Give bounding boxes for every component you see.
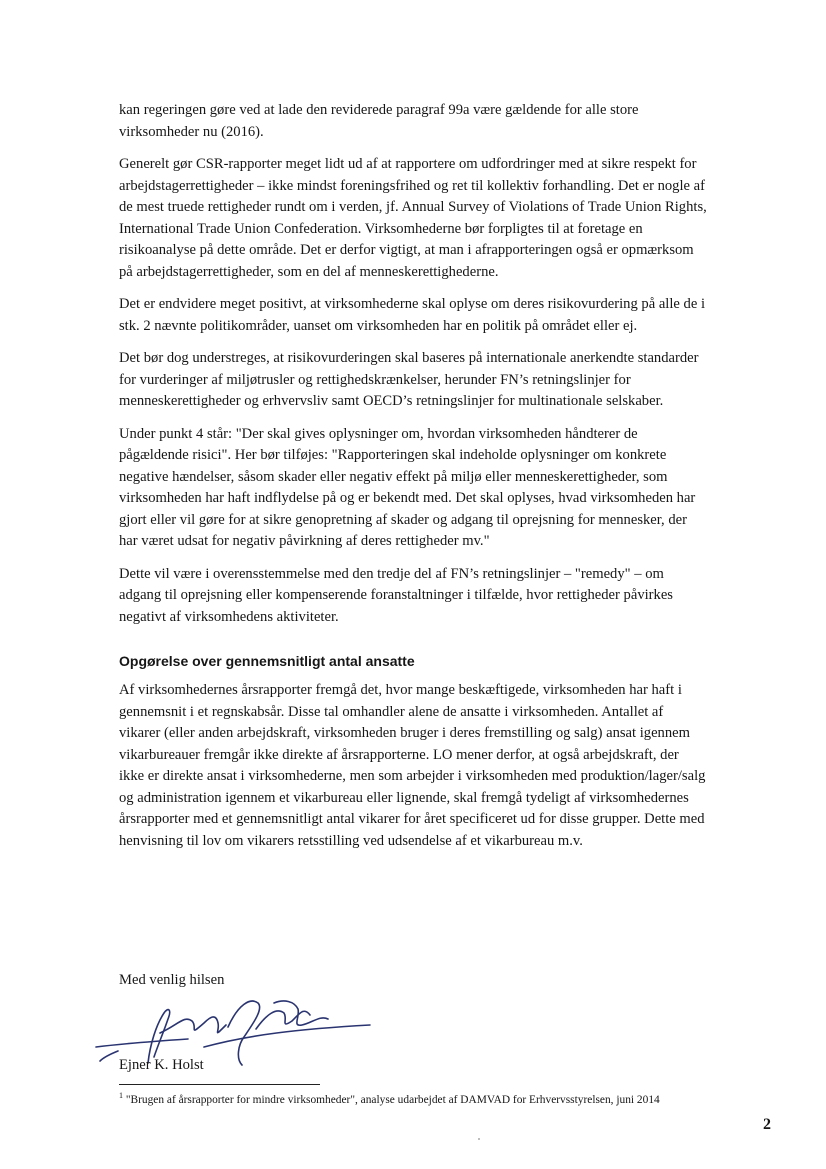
footnote-marker: 1	[119, 1091, 123, 1101]
footnote-divider	[119, 1084, 320, 1085]
paragraph-standards: Det bør dog understreges, at risikovurderingen skal baseres på internationale anerkendte standarder for vurderinger af miljøtrusler og rettighedskrænkelser, herunder FN’s retningslinjer for menneskerettigheder og erhvervsliv samt OECD’s retningslinjer for multinationale selskaber.	[119, 350, 699, 409]
paragraph-point-4: Under punkt 4 står: "Der skal gives oplysninger om, hvordan virksomheden håndterer de pågældende risici". Her bør tilføjes: "Rapporteringen skal indeholde oplysninger om konkrete negative hændelser, såsom skader eller negativ effekt på miljø eller menneskerettigheder, som virksomheden har haft indflydelse på og er bekendt med. Det skal oplyses, hvad virksomheden har gjort eller vil gøre for at sikre genopretning af skader og adgang til oprejsning for mennesker, der har været udsat for negativ påvirkning af deres rettigheder mv."	[119, 425, 696, 549]
paragraph-employees: Af virksomhedernes årsrapporter fremgå det, hvor mange beskæftigede, virksomheden har haft i gennemsnit i et regnskabsår. Disse tal omhandler alene de ansatte i virksomheden. Antallet af vikarer (eller anden arbejdskraft, virksomheden bruger i deres fremstilling og salg) ansat igennem vikarbureauer fremgår ikke direkte af årsrapporterne. LO mener derfor, at også arbejdskraft, der ikke er direkte ansat i virksomhederne, men som arbejder i virksomheden med produktion/lager/salg og administration igennem et vikarbureau eller lignende, skal fremgå tydeligt af virksomhedernes årsrapporter med et gennemsnitligt antal vikarer for året specificeret ud for disse grupper. Dette med henvisning til lov om vikarers retsstilling ved udsendelse af et vikarbureau m.v.	[119, 682, 706, 849]
closing-greeting: Med venlig hilsen	[119, 972, 225, 988]
section-heading: Opgørelse over gennemsnitligt antal ansatte	[119, 653, 415, 669]
scan-speck	[478, 1138, 480, 1140]
footnote-text: "Brugen af årsrapporter for mindre virksomheder", analyse udarbejdet af DAMVAD for Erhvervsstyrelsen, juni 2014	[125, 1094, 660, 1106]
paragraph-continuation: kan regeringen gøre ved at lade den reviderede paragraf 99a være gældende for alle store virksomheder nu (2016).	[119, 102, 639, 140]
signer-name: Ejner K. Holst	[119, 1057, 204, 1073]
paragraph-remedy: Dette vil være i overensstemmelse med den tredje del af FN’s retningslinjer – "remedy" – om adgang til oprejsning eller kompenserende foranstaltninger i tilfælde, hvor rettigheder påvirkes negativt af virksomhedens aktiviteter.	[119, 565, 673, 625]
paragraph-risk-assessment: Det er endvidere meget positivt, at virksomhederne skal oplyse om deres risikovurdering på alle de i stk. 2 nævnte politikområder, uanset om virksomheden har en politik på området eller ej.	[119, 296, 706, 334]
letter-body	[119, 100, 707, 863]
page-number: 2	[763, 1116, 771, 1133]
paragraph-csr-reports: Generelt gør CSR-rapporter meget lidt ud af at rapportere om udfordringer med at sikre respekt for arbejdstagerrettigheder – ikke mindst foreningsfrihed og ret til kollektiv forhandling. Det er nogle af de mest truede rettigheder rundt om i verden, jf. Annual Survey of Violations of Trade Union Rights, International Trade Union Confederation. Virksomhederne bør forpligtes til at foretage en risikoanalyse på dette område. Det er derfor vigtigt, at man i afrapporteringen også er opmærksom på arbejdstagerrettigheder, som en del af menneskerettighederne.	[119, 156, 707, 280]
footnote	[119, 1092, 719, 1109]
